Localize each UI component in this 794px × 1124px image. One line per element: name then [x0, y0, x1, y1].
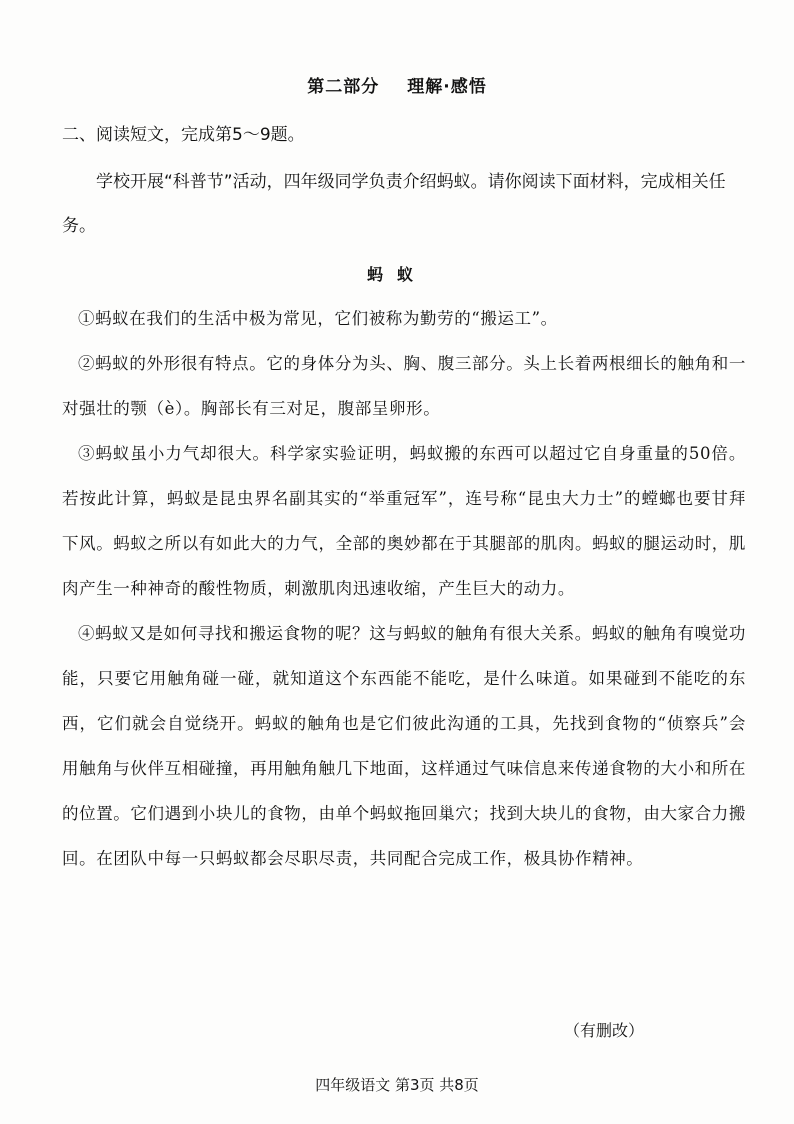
article-body — [62, 296, 746, 881]
article-paragraph-3: ③蚂蚁虽小力气却很大。科学家实验证明，蚂蚁搬的东西可以超过它自身重量的50倍。若按此计算，蚂蚁是昆虫界名副其实的“举重冠军”，连号称“昆虫大力士”的螳螂也要甘拜下风。蚂蚁之所以有如此大的力气，全部的奥妙都在于其腿部的肌肉。蚂蚁的腿运动时，肌肉产生一种神奇的酸性物质，刺激肌肉迅速收缩，产生巨大的动力。 — [62, 444, 746, 598]
article-title: 蚂蚁 — [366, 265, 427, 284]
source-note: （有删改） — [563, 1021, 644, 1040]
article-paragraph-2: ②蚂蚁的外形很有特点。它的身体分为头、胸、腹三部分。头上长着两根细长的触角和一对强壮的颚（è）。胸部长有三对足，腹部呈卵形。 — [62, 354, 746, 418]
article-paragraph-1: ①蚂蚁在我们的生活中极为常见，它们被称为勤劳的“搬运工”。 — [78, 309, 558, 328]
section-intro: 学校开展“科普节”活动，四年级同学负责介绍蚂蚁。请你阅读下面材料，完成相关任务。 — [62, 172, 726, 236]
article-paragraph-4: ④蚂蚁又是如何寻找和搬运食物的呢？这与蚂蚁的触角有很大关系。蚂蚁的触角有嗅觉功能，只要它用触角碰一碰，就知道这个东西能不能吃，是什么味道。如果碰到不能吃的东西，它们就会自觉绕开。蚂蚁的触角也是它们彼此沟通的工具，先找到食物的“侦察兵”会用触角与伙伴互相碰撞，再用触角触几下地面，这样通过气味信息来传递食物的大小和所在的位置。它们遇到小块儿的食物，由单个蚂蚁拖回巢穴；找到大块儿的食物，由大家合力搬回。在团队中每一只蚂蚁都会尽职尽责，共同配合完成工作，极具协作精神。 — [62, 624, 746, 868]
part-label: 第二部分 — [307, 77, 380, 97]
section-heading: 二、阅读短文，完成第5～9题。 — [62, 125, 305, 145]
page-footer: 四年级语文 第3页 共8页 — [315, 1076, 479, 1094]
part-name: 理解·感悟 — [407, 77, 487, 97]
part-title — [0, 72, 794, 97]
